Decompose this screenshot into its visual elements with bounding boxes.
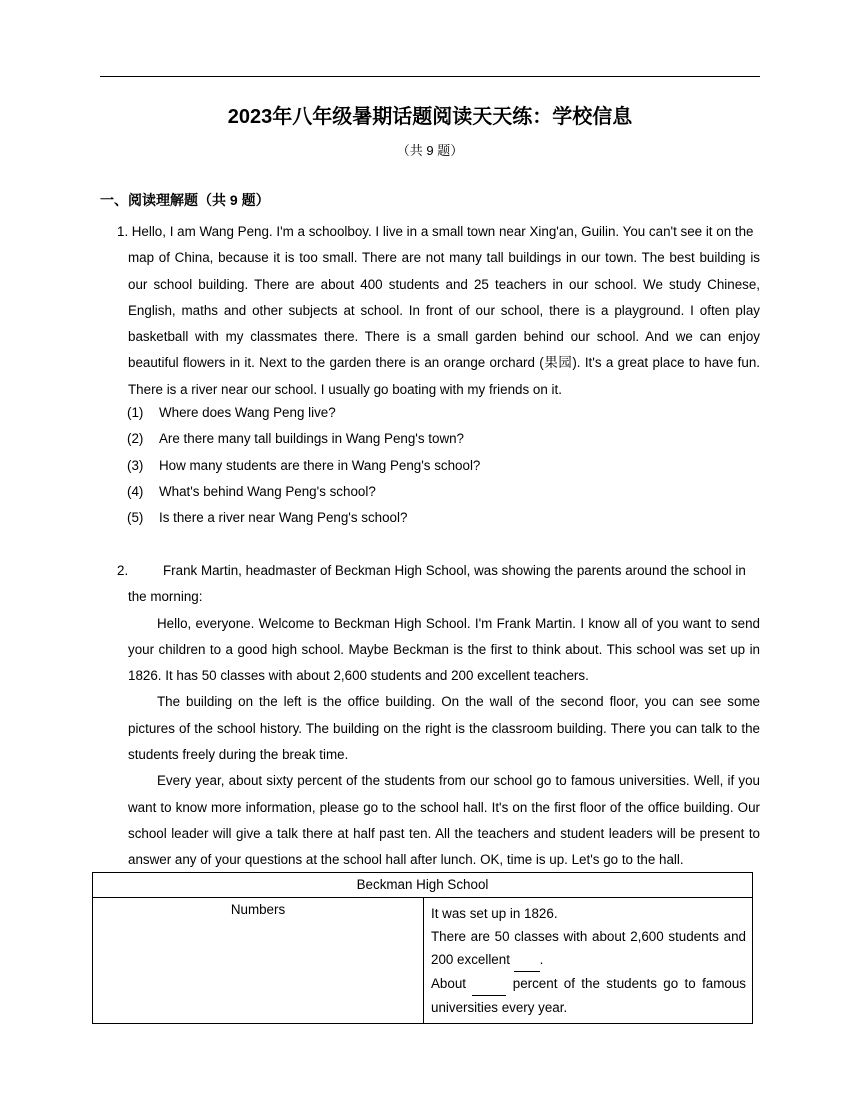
question-2-intro-rest: the morning: — [128, 589, 203, 605]
question-2-paragraph-2: The building on the left is the office building. On the wall of the second floor, you can see some pictures of the school history. The building on the right is the classroom building. There you can talk to the students freely during the break time. — [128, 694, 760, 763]
question-2-number: 2. — [117, 563, 129, 578]
subquestion-text: How many students are there in Wang Peng's school? — [159, 458, 481, 473]
page-subtitle: （共 9 题） — [396, 143, 464, 158]
subquestion-number: (4) — [127, 484, 144, 499]
table-row-content — [424, 898, 753, 1024]
info-table — [92, 872, 753, 1024]
intro-line: Frank Martin, headmaster of Beckman High School, was showing the parents around the school in — [163, 563, 746, 578]
subquestion-number: (2) — [127, 431, 144, 446]
table-row-label: Numbers — [93, 898, 424, 1024]
table-row — [93, 898, 753, 1024]
subquestion-text: Where does Wang Peng live? — [159, 405, 336, 420]
table-text: percent of the students go to famous universities every year. — [431, 976, 746, 1015]
table-line-1: It was set up in 1826. — [431, 906, 558, 921]
passage-line: Hello, I am Wang Peng. I'm a schoolboy. I live in a small town near Xing'an, Guilin. You can't see it on the — [131, 224, 754, 239]
page-title: 2023年八年级暑期话题阅读天天练：学校信息 — [227, 106, 633, 128]
section-heading: 一、阅读理解题（共 9 题） — [100, 192, 270, 208]
table-text: There are 50 classes with about 2,600 students and 200 excellent — [431, 929, 746, 967]
subquestion-4 — [127, 484, 376, 499]
table-text: . — [539, 952, 544, 967]
subquestion-text: What's behind Wang Peng's school? — [159, 484, 376, 499]
answer-blank[interactable] — [472, 972, 506, 996]
answer-blank[interactable] — [514, 948, 540, 972]
question-1-passage-first — [117, 219, 760, 245]
question-1-passage-rest: map of China, because it is too small. There are not many tall buildings in our town. The best building is our school building. There are about 400 students and 25 teachers in our school. We study Chinese, English, maths and other subjects at school. In front of our school, there is a playground. I often play basketball with my classmates there. There is a small garden behind our school. And we can enjoy beautiful flowers in it. Next to the garden there is an orange orchard (果园). It's a great place to have fun. There is a river near our school. I usually go boating with my friends on it. — [128, 250, 760, 397]
question-2 — [117, 558, 760, 874]
question-2-paragraph-3: Every year, about sixty percent of the students from our school go to famous universities. Well, if you want to know more information, please go to the school hall. It's on the first floor of the office building. Our school leader will give a talk there at half past ten. All the teachers and student leaders will be present to answer any of your questions at the school hall after lunch. OK, time is up. Let's go to the hall. — [128, 773, 760, 868]
subquestion-number: (3) — [127, 458, 144, 473]
question-2-paragraph-1: Hello, everyone. Welcome to Beckman High School. I'm Frank Martin. I know all of you want to send your children to a good high school. Maybe Beckman is the first to think about. This school was set up in 1826. It has 50 classes with about 2,600 students and 200 excellent teachers. — [128, 615, 760, 684]
table-line-3 — [431, 972, 746, 1019]
subquestion-number: (1) — [127, 405, 144, 420]
subquestion-number: (5) — [127, 510, 144, 525]
header-rule — [100, 76, 760, 77]
question-2-intro — [117, 558, 760, 584]
subquestion-5 — [127, 510, 407, 525]
subquestion-1 — [127, 405, 336, 420]
table-text: About — [431, 976, 466, 991]
question-1-number: 1. — [117, 224, 129, 239]
subquestion-3 — [127, 458, 480, 473]
subquestion-text: Is there a river near Wang Peng's school? — [159, 510, 408, 525]
question-1 — [117, 219, 760, 403]
subquestion-2 — [127, 431, 464, 446]
subquestion-text: Are there many tall buildings in Wang Peng's town? — [159, 431, 465, 446]
table-header: Beckman High School — [93, 873, 753, 898]
table-line-2 — [431, 925, 746, 972]
